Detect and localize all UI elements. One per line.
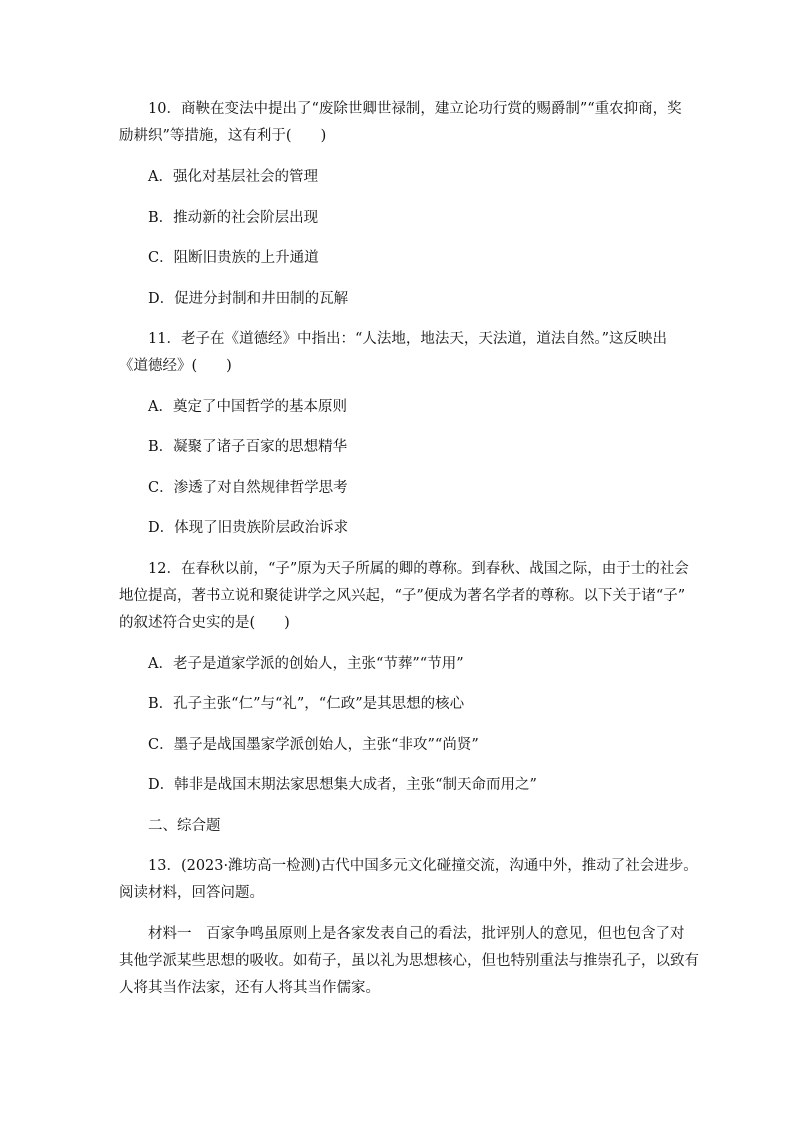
q10-option-b: B．推动新的社会阶层出现 — [148, 210, 319, 226]
q10-stem-line1: 10．商鞅在变法中提出了“废除世卿世禄制，建立论功行赏的赐爵制”“重农抑商，奖 — [148, 101, 682, 117]
q12-stem-line1: 12．在春秋以前，“子”原为天子所属的卿的尊称。到春秋、战国之际，由于士的社会 — [148, 561, 689, 577]
q13-material1-line2: 其他学派某些思想的吸收。如荀子，虽以礼为思想核心，但也特别重法与推崇孔子，以致有 — [119, 953, 699, 969]
q13-stem-line1: 13．(2023·潍坊高一检测)古代中国多元文化碰撞交流，沟通中外，推动了社会进步。 — [148, 858, 698, 874]
q13-stem-line2: 阅读材料，回答问题。 — [119, 885, 264, 901]
q12-option-d: D．韩非是战国末期法家思想集大成者，主张“制天命而用之” — [148, 777, 537, 793]
q13-material1-line3: 人将其当作法家，还有人将其当作儒家。 — [119, 980, 380, 996]
q10-option-c: C．阻断旧贵族的上升通道 — [148, 250, 319, 266]
q11-option-d: D．体现了旧贵族阶层政治诉求 — [148, 520, 349, 536]
q11-stem-line1: 11．老子在《道德经》中指出：“人法地，地法天，天法道，道法自然。”这反映出 — [148, 331, 668, 347]
q10-option-d: D．促进分封制和井田制的瓦解 — [148, 291, 349, 307]
q11-option-c: C．渗透了对自然规律哲学思考 — [148, 480, 348, 496]
q12-option-a: A．老子是道家学派的创始人，主张“节葬”“节用” — [148, 656, 464, 672]
q11-stem-line2: 《道德经》( ) — [119, 358, 232, 374]
q13-material1-line1: 材料一 百家争鸣虽原则上是各家发表自己的看法，批评别人的意见，但也包含了对 — [148, 926, 685, 942]
q12-stem-line3: 的叙述符合史实的是( ) — [119, 615, 290, 631]
q10-stem-line2: 励耕织”等措施，这有利于( ) — [119, 128, 327, 144]
q12-option-c: C．墨子是战国墨家学派创始人，主张“非攻”“尚贤” — [148, 737, 479, 753]
q12-option-b: B．孔子主张“仁”与“礼”，“仁政”是其思想的核心 — [148, 696, 465, 712]
q11-option-b: B．凝聚了诸子百家的思想精华 — [148, 439, 348, 455]
q11-option-a: A．奠定了中国哲学的基本原则 — [148, 399, 347, 415]
section-title: 二、综合题 — [148, 818, 221, 834]
q10-option-a: A．强化对基层社会的管理 — [148, 169, 318, 185]
q12-stem-line2: 地位提高，著书立说和聚徒讲学之风兴起，“子”便成为著名学者的尊称。以下关于诸“子” — [119, 588, 686, 604]
